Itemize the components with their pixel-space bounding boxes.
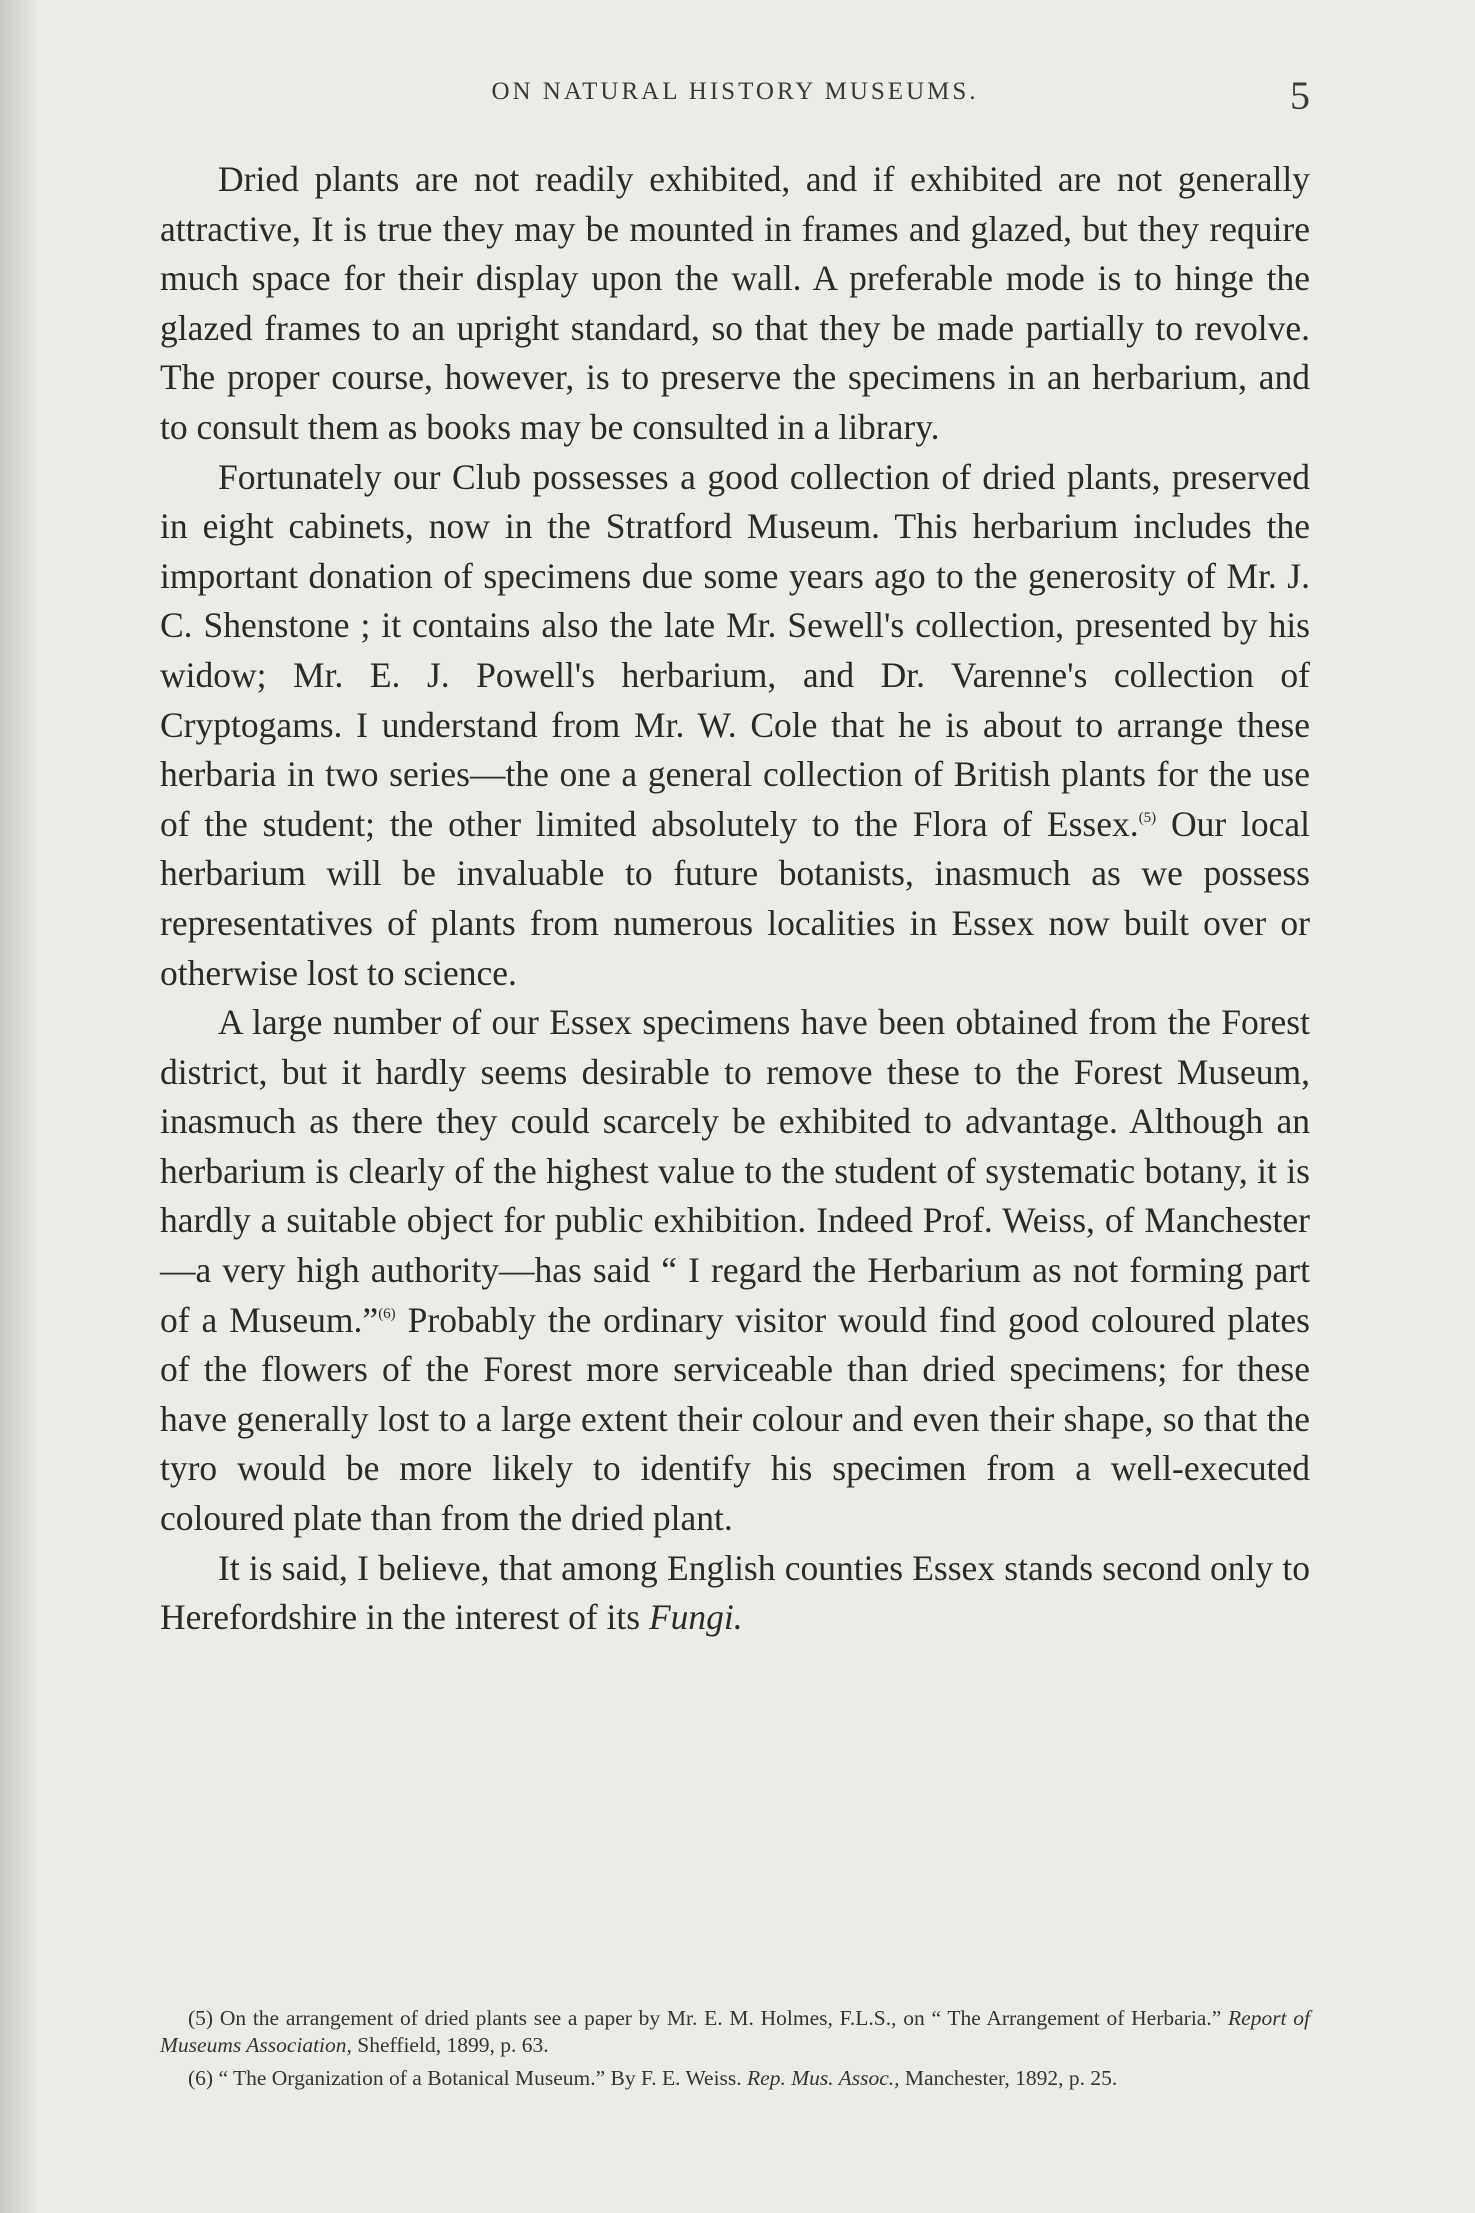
body-text [160,155,1310,1643]
paragraph-text: It is said, I believe, that among English counties Essex stands second only to Herefordshire in the interest of its [160,1547,1310,1638]
footnote-journal: Rep. Mus. Assoc., [747,2066,900,2090]
footnote-5 [160,2005,1310,2059]
paragraph-text: Our local herbarium will be invaluable to future botanists, inasmuch as we possess representatives of plants from numerous localities in Essex now built over or otherwise lost to science. [160,803,1310,993]
paragraph-forest-specimens [160,998,1310,1544]
footnote-journal: Report of Museums Association, [160,2006,1310,2057]
paragraph-dried-plants [160,155,1310,453]
italic-term: Fungi. [648,1597,743,1638]
paragraph-club-collection [160,453,1310,999]
running-title: ON NATURAL HISTORY MUSEUMS. [491,78,979,105]
paragraph-text: Probably the ordinary visitor would find good coloured plates of the flowers of the Forest more serviceable than dried specimens; for these have generally lost to a large extent their colour and even their shape, so that the tyro would be more likely to identify his specimen from a well-executed coloured plate than from the dried plant. [160,1299,1311,1539]
page-gutter-shadow [0,0,40,2213]
paragraph-text: Dried plants are not readily exhibited, and if exhibited are not generally attractive, It is true they may be mounted in frames and glazed, but they require much space for their display upon the wall. A preferable mode is to hinge the glazed frames to an upright standard, so that they be made partially to revolve. The proper course, however, is to preserve the specimens in an herbarium, and to consult them as books may be consulted in a library. [160,159,1310,447]
page-number: 5 [1290,73,1310,118]
paragraph-text: Fortunately our Club possesses a good collection of dried plants, preserved in eight cabinets, now in the Stratford Museum. This herbarium includes the important donation of specimens due some years ago to the generosity of Mr. J. C. Shenstone ; it contains also the late Mr. Sewell's collection, presented by his widow; Mr. E. J. Powell's herbarium, and Dr. Varenne's collection of Cryptogams. I understand from Mr. W. Cole that he is about to arrange these herbaria in two series—the one a general collection of British plants for the use of the student; the other limited absolutely to the Flora of Essex. [160,456,1310,844]
footnote-text: Manchester, 1892, p. 25. [899,2066,1118,2090]
footnote-6 [160,2065,1310,2092]
paragraph-essex-fungi [160,1544,1310,1643]
footnote-reference-6: (6) [378,1305,396,1322]
footnotes [160,2005,1310,2098]
footnote-reference-5: (5) [1138,809,1157,826]
footnote-text: (5) On the arrangement of dried plants see a paper by Mr. E. M. Holmes, F.L.S., on “ The Arrangement of Herbaria.” [188,2006,1229,2030]
paragraph-text: A large number of our Essex specimens have been obtained from the Forest district, but it hardly seems desirable to remove these to the Forest Museum, inasmuch as there they could scarcely be exhibited to advantage. Although an herbarium is clearly of the highest value to the student of systematic botany, it is hardly a suitable object for public exhibition. Indeed Prof. Weiss, of Manchester—a very high authority—has said “ I regard the Herbarium as not forming part of a Museum.” [160,1002,1310,1340]
footnote-text: (6) “ The Organization of a Botanical Museum.” By F. E. Weiss. [188,2066,748,2090]
running-head [160,72,1310,122]
footnote-text: Sheffield, 1899, p. 63. [351,2033,549,2057]
